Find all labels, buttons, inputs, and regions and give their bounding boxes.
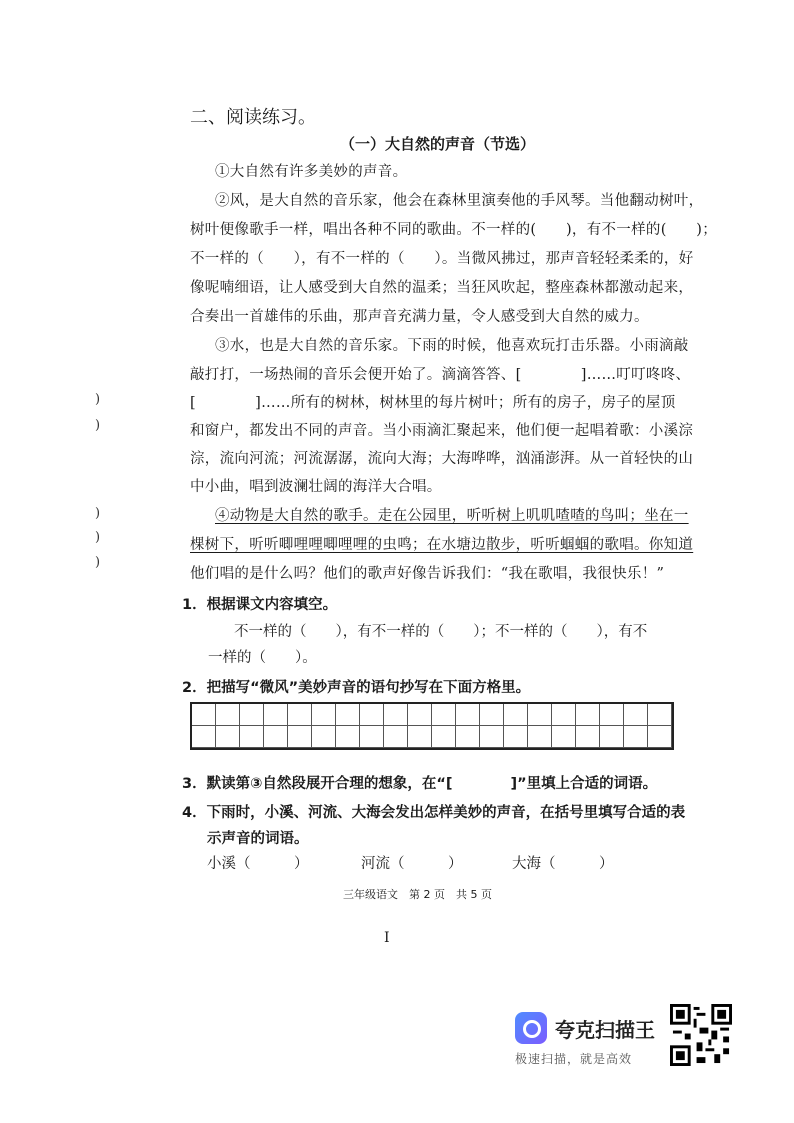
stray-mark: I <box>384 930 390 946</box>
margin-mark: ) <box>95 392 101 407</box>
passage-line: ④动物是大自然的歌手。走在公园里，听听树上叽叽喳喳的鸟叫；坐在一 <box>215 508 689 524</box>
question-1-line: 不一样的（ ），有不一样的（ ）；不一样的（ ），有不 <box>234 624 648 640</box>
question-4: 4．下雨时，小溪、河流、大海会发出怎样美妙的声音，在括号里填写合适的表 <box>182 805 686 821</box>
passage-line: 棵树下，听听唧哩哩唧哩哩的虫鸣；在水塘边散步，听听蝈蝈的歌唱。你知道 <box>190 537 694 553</box>
scanner-watermark <box>515 1010 735 1070</box>
margin-mark: ) <box>95 530 101 545</box>
question-4-cont: 示声音的词语。 <box>207 831 309 847</box>
answer-xiaoxi[interactable]: 小溪（ ） <box>207 856 309 872</box>
question-1: 1．根据课文内容填空。 <box>182 597 338 613</box>
section-title: 二、阅读练习。 <box>190 107 316 128</box>
question-3: 3．默读第③自然段展开合理的想象，在“[ ]”里填上合适的词语。 <box>182 776 658 792</box>
passage-line: 像呢喃细语，让人感受到大自然的温柔；当狂风吹起，整座森林都激动起来， <box>190 280 694 296</box>
passage-line: 淙，流向河流；河流潺潺，流向大海；大海哗哗，汹涌澎湃。从一首轻快的山 <box>190 451 694 467</box>
passage-line: 敲打打，一场热闹的音乐会便开始了。滴滴答答、[ ]……叮叮咚咚、 <box>190 367 691 383</box>
passage-line: 树叶便像歌手一样，唱出各种不同的歌曲。不一样的( )，有不一样的( )； <box>190 222 718 238</box>
scanner-logo-icon <box>515 1012 547 1044</box>
answer-heliu[interactable]: 河流（ ） <box>361 856 463 872</box>
passage-line: 中小曲，唱到波澜壮阔的海洋大合唱。 <box>190 479 442 495</box>
passage-line: 他们唱的是什么吗？他们的歌声好像告诉我们：“我在歌唱，我很快乐！” <box>190 566 665 582</box>
passage-line: ②风，是大自然的音乐家，他会在森林里演奏他的手风琴。当他翻动树叶， <box>215 193 704 209</box>
question-2: 2．把描写“微风”美妙声音的语句抄写在下面方格里。 <box>182 680 531 696</box>
question-1-line: 一样的（ ）。 <box>208 650 317 666</box>
passage-line: 和窗户，都发出不同的声音。当小雨滴汇聚起来，他们便一起唱着歌：小溪淙 <box>190 423 694 439</box>
passage-line: 不一样的（ ），有不一样的（ ）。当微风拂过，那声音轻轻柔柔的，好 <box>190 251 694 267</box>
writing-grid[interactable] <box>190 702 674 750</box>
passage-line: ①大自然有许多美妙的声音。 <box>215 164 408 180</box>
qr-code-icon <box>670 1004 732 1066</box>
passage-line: ③水，也是大自然的音乐家。下雨的时候，他喜欢玩打击乐器。小雨滴敲 <box>215 338 689 354</box>
passage-line: [ ]……所有的树林，树林里的每片树叶；所有的房子，房子的屋顶 <box>190 395 676 411</box>
passage-title: （一）大自然的声音（节选） <box>340 135 536 153</box>
brand-slogan: 极速扫描，就是高效 <box>515 1052 633 1066</box>
passage-line: 合奏出一首雄伟的乐曲，那声音充满力量，令人感受到大自然的威力。 <box>190 309 649 325</box>
margin-mark: ) <box>95 555 101 570</box>
brand-name: 夸克扫描王 <box>555 1018 655 1042</box>
margin-mark: ) <box>95 418 101 433</box>
answer-dahai[interactable]: 大海（ ） <box>512 856 614 872</box>
margin-mark: ) <box>95 506 101 521</box>
page-footer: 三年级语文 第 2 页 共 5 页 <box>343 888 492 901</box>
